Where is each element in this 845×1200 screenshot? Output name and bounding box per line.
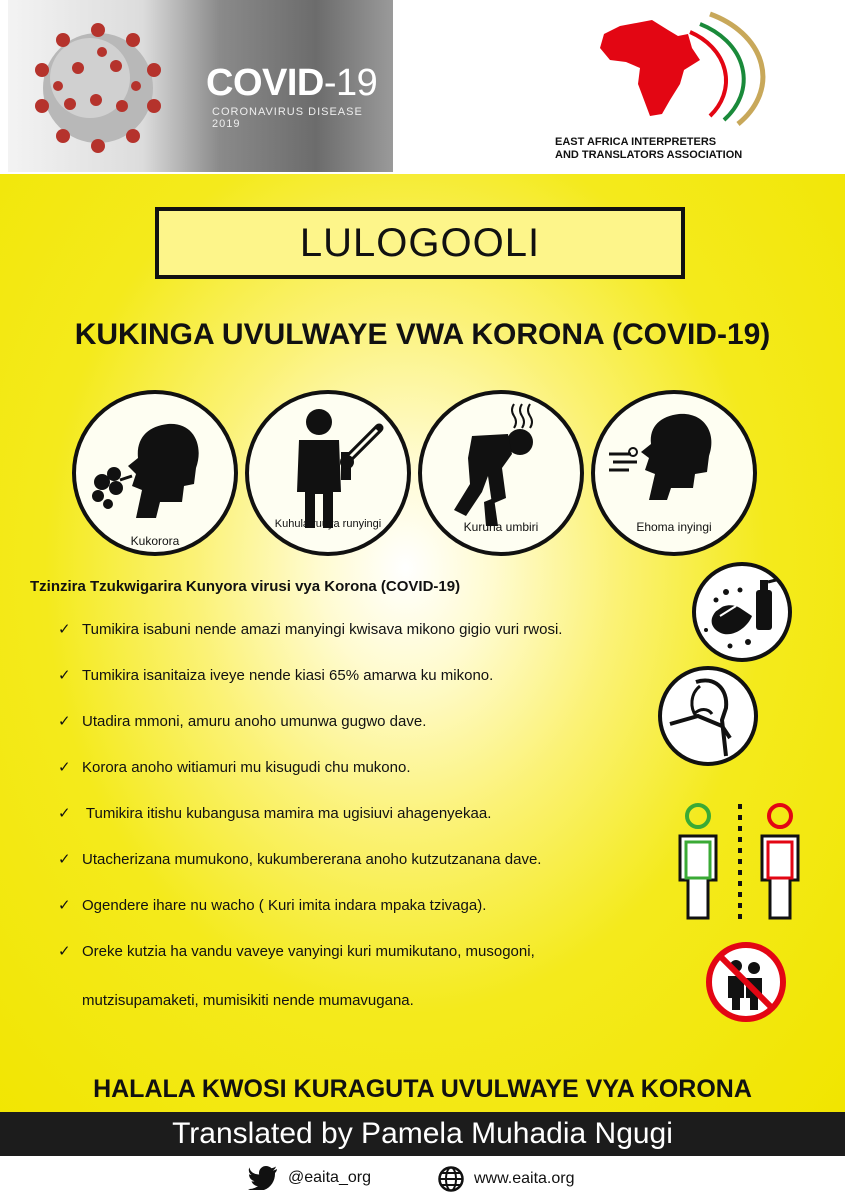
social-distancing-icon (668, 800, 808, 925)
contact-bar (0, 1156, 845, 1200)
translator-credit: Translated by Pamela Muhadia Ngugi (0, 1112, 845, 1156)
header (0, 0, 845, 174)
twitter-contact[interactable]: @eaita_org (248, 1166, 371, 1190)
sneeze-into-elbow-icon (656, 664, 760, 768)
symptom-label: Kuruha umbiri (463, 520, 539, 534)
globe-icon (438, 1166, 464, 1192)
symptom-label: Kukorora (130, 534, 180, 548)
check-icon: ✓ (58, 851, 71, 868)
banner-subtitle: CORONAVIRUS DISEASE 2019 (212, 106, 363, 130)
handwashing-icon (690, 560, 794, 664)
check-icon: ✓ (58, 805, 71, 822)
symptom-label: Kuhula ruuya runyingi (274, 518, 382, 530)
main-title: KUKINGA UVULWAYE VWA KORONA (COVID-19) (74, 318, 771, 351)
list-item: ✓ Korora anoho witiamuri mu kisugudi chu mukono. (58, 759, 411, 776)
list-item: ✓ Tumikira isabuni nende amazi manyingi kwisava mikono gigio vuri rwosi. (58, 621, 563, 638)
list-item: ✓ Tumikira isanitaiza iveye nende kiasi 65% amarwa ku mikono. (58, 667, 494, 684)
symptom-cough (72, 390, 238, 556)
coronavirus-icon (18, 8, 188, 168)
symptom-label: Ehoma inyingi (636, 520, 712, 534)
cough-icon (76, 394, 234, 552)
list-item: ✓ Tumikira itishu kubangusa mamira ma ugisiuvi ahagenyekaa. (58, 805, 492, 822)
website-contact[interactable]: www.eaita.org (438, 1166, 575, 1192)
check-icon: ✓ (58, 759, 71, 776)
org-name: EAST AFRICA INTERPRETERS AND TRANSLATORS ASSOCIATION (555, 136, 743, 161)
language-label: LULOGOOLI (155, 207, 685, 279)
check-icon: ✓ (58, 897, 71, 914)
list-item: ✓ Utacherizana mumukono, kukumbererana anoho kutzutzanana dave. (58, 851, 542, 868)
list-item: ✓ Utadira mmoni, amuru anoho umunwa gugwo dave. (58, 713, 427, 730)
twitter-icon (248, 1166, 278, 1190)
symptom-breathing (591, 390, 757, 556)
check-icon: ✓ (58, 621, 71, 638)
covid-banner (8, 0, 393, 172)
symptom-fever (245, 390, 411, 556)
banner-title: COVID-19 (206, 62, 378, 104)
list-item-continuation: mutzisupamaketi, mumisikiti nende mumavugana. (82, 992, 414, 1009)
list-item: ✓ Ogendere ihare nu wacho ( Kuri imita indara mpaka tzivaga). (58, 897, 487, 914)
prevention-heading: Tzinzira Tzukwigarira Kunyora virusi vya Korona (COVID-19) (30, 578, 461, 595)
check-icon: ✓ (58, 667, 71, 684)
check-icon: ✓ (58, 713, 71, 730)
no-gatherings-icon (704, 940, 788, 1024)
footer-slogan: HALALA KWOSI KURAGUTA UVULWAYE VYA KORONA (93, 1075, 752, 1103)
symptom-fatigue (418, 390, 584, 556)
list-item: ✓ Oreke kutzia ha vandu vaveye vanyingi kuri mumikutano, musogoni, (58, 943, 535, 960)
check-icon: ✓ (58, 943, 71, 960)
